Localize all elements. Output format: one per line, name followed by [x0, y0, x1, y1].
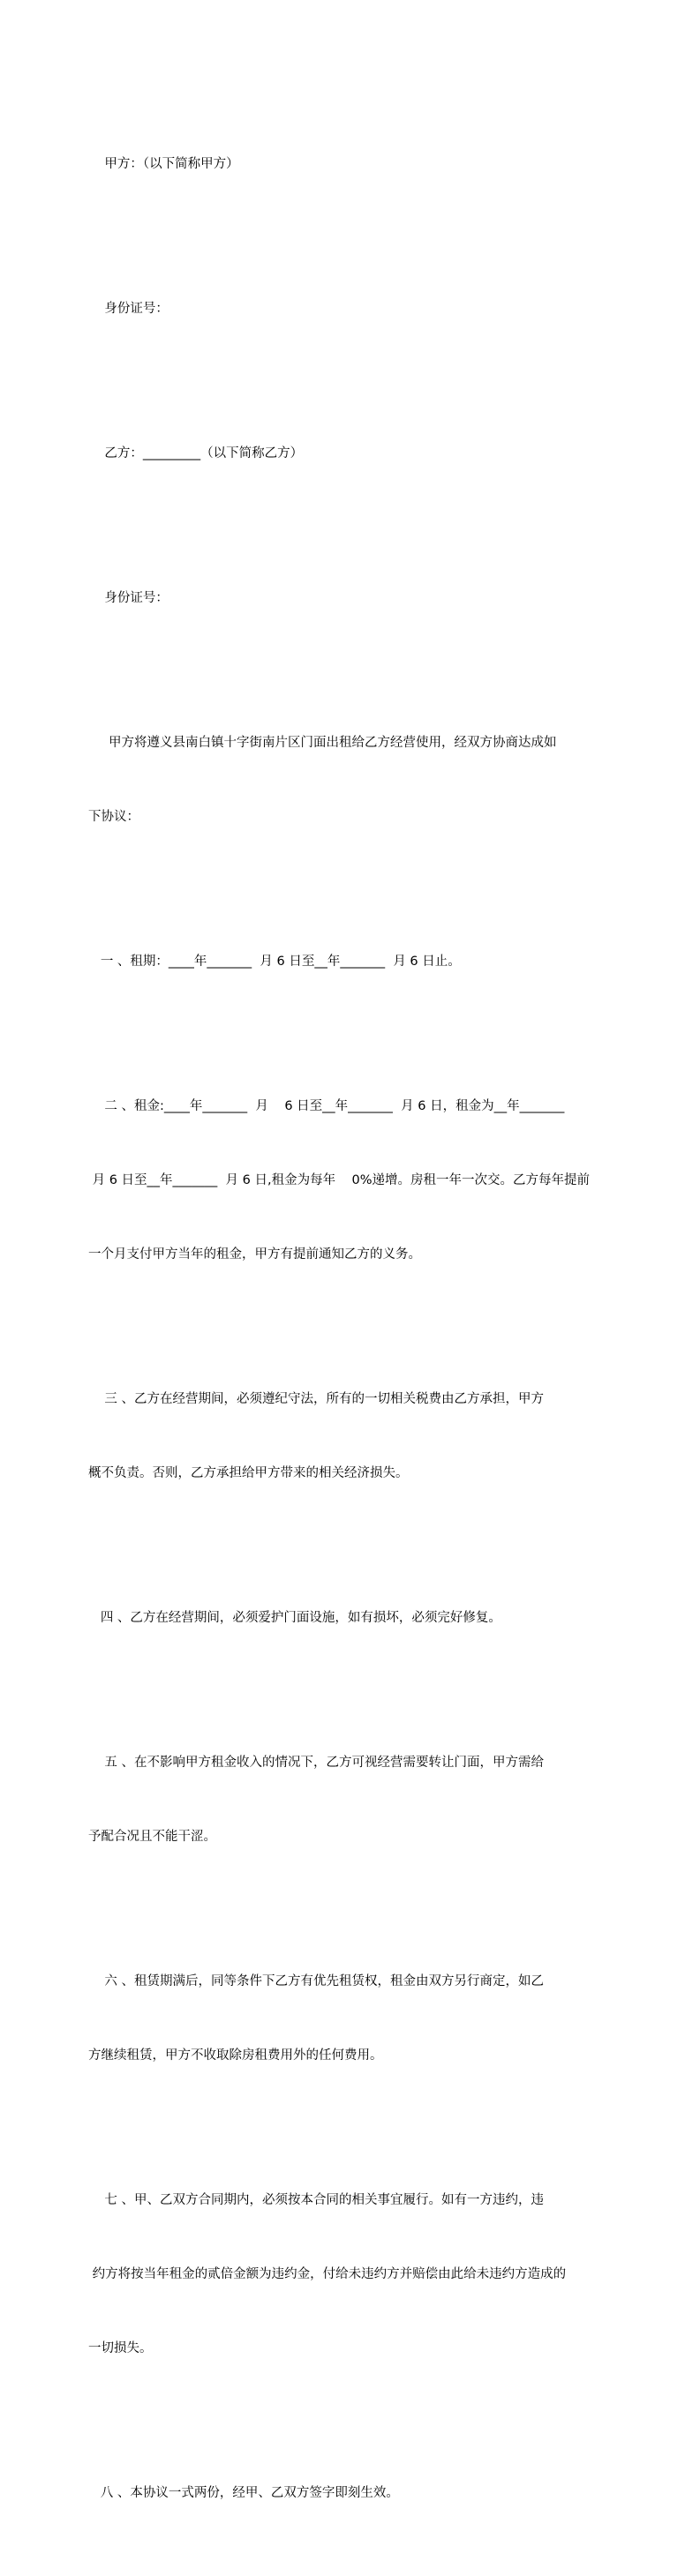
intro-paragraph: [88, 681, 618, 879]
text-line: 月 6 日至__年_______ 月 6 日,租金为每年 0%递增。房租一年一次交。乙方每年提前: [88, 1173, 591, 1187]
clause-7-breach: [88, 2138, 618, 2410]
text-line: 六 、租赁期满后，同等条件下乙方有优先租赁权，租金由双方另行商定，如乙: [88, 1974, 545, 1988]
text-line: 予配合况且不能干涩。: [88, 1830, 216, 1844]
text-line: 乙方：_________（以下简称乙方）: [88, 446, 304, 461]
clause-2-rent: [88, 1045, 618, 1316]
text-line: 五 、在不影响甲方租金收入的情况下，乙方可视经营需要转让门面，甲方需给: [88, 1756, 545, 1770]
text-line: 一个月支付甲方当年的租金，甲方有提前通知乙方的义务。: [88, 1247, 421, 1262]
party-a-line: [88, 102, 618, 226]
clause-4-facilities: [88, 1556, 618, 1680]
contract-body: [88, 102, 618, 2576]
text-line: 身份证号：: [88, 591, 169, 605]
text-line: 甲方将遵义县南白镇十字街南片区门面出租给乙方经营使用，经双方协商达成如: [88, 736, 557, 750]
text-line: 三 、乙方在经营期间，必须遵纪守法，所有的一切相关税费由乙方承担，甲方: [88, 1392, 545, 1406]
text-line: 甲方：（以下简称甲方）: [88, 157, 239, 171]
party-b-line: [88, 392, 618, 515]
clause-3-compliance: [88, 1337, 618, 1535]
clause-8-copies: [88, 2431, 618, 2555]
text-line: 一切损失。: [88, 2341, 153, 2355]
text-line: 身份证号：: [88, 302, 169, 316]
text-line: 方继续租赁，甲方不收取除房租费用外的任何费用。: [88, 2048, 383, 2063]
text-line: 概不负责。否则，乙方承担给甲方带来的相关经济损失。: [88, 1466, 409, 1480]
text-line: 四 、乙方在经营期间，必须爱护门面设施，如有损坏，必须完好修复。: [88, 1611, 501, 1625]
text-line: 二 、租金:____年_______ 月 6 日至__年_______ 月 6 日，租金为__年_______: [88, 1099, 565, 1113]
clause-1-lease-term: [88, 900, 618, 1023]
text-line: 七 、甲、乙双方合同期内，必须按本合同的相关事宜履行。如有一方违约，违: [88, 2193, 545, 2207]
text-line: 一 、租期：____年_______ 月 6 日至__年_______ 月 6 日止。: [88, 955, 461, 969]
party-b-id-line: [88, 536, 618, 660]
party-a-id-line: [88, 247, 618, 371]
text-line: 下协议：: [88, 810, 139, 824]
text-line: 八 、本协议一式两份，经甲、乙双方签字即刻生效。: [88, 2486, 399, 2500]
text-line: 约方将按当年租金的贰倍金额为违约金，付给未违约方并赔偿由此给未违约方造成的: [88, 2267, 567, 2281]
clause-6-renewal: [88, 1920, 618, 2117]
clause-5-transfer: [88, 1701, 618, 1898]
